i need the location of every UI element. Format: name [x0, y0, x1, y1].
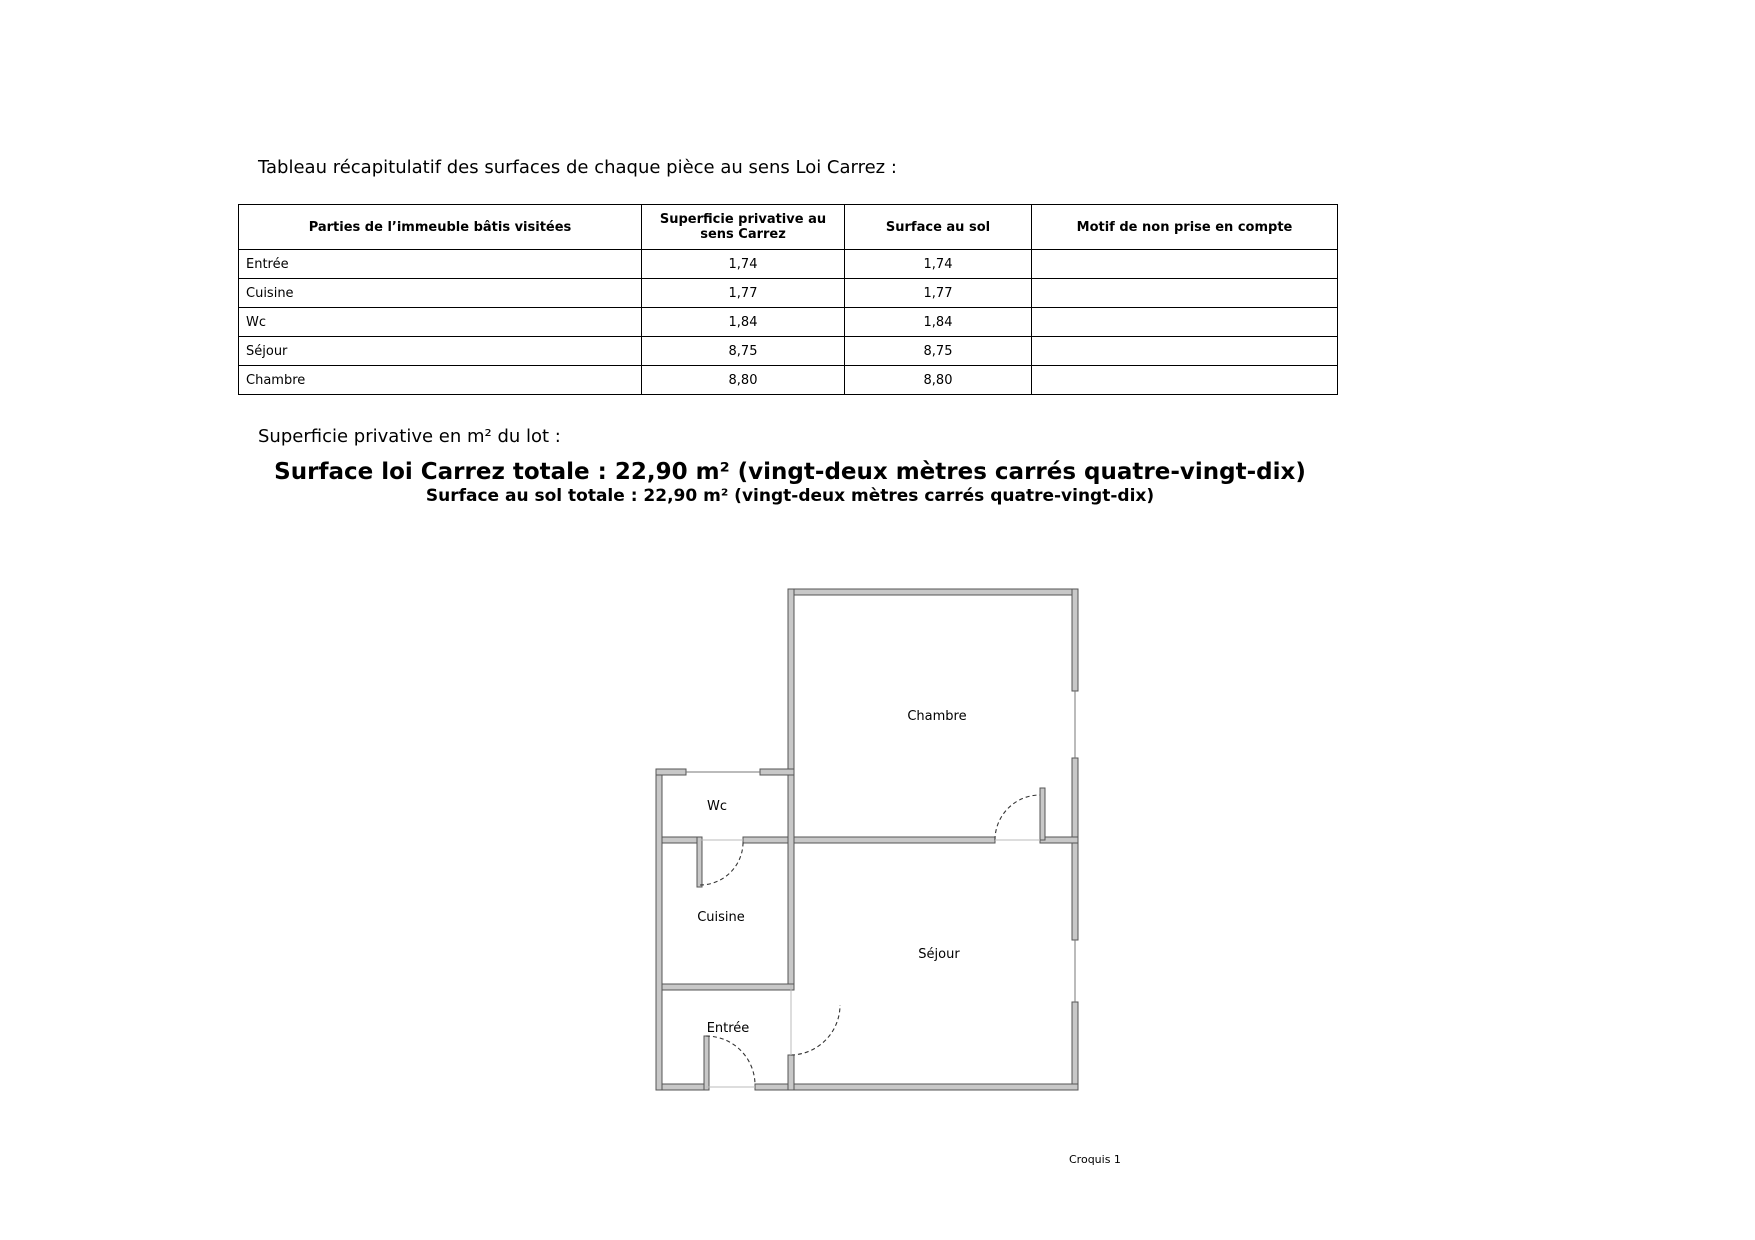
sketch-caption: Croquis 1 [1069, 1153, 1121, 1166]
total-carrez: Surface loi Carrez totale : 22,90 m² (vingt-deux mètres carrés quatre-vingt-dix) [274, 459, 1306, 485]
total-sol: Surface au sol totale : 22,90 m² (vingt-deux mètres carrés quatre-vingt-dix) [425, 486, 1155, 506]
row-sol: 8,80 [845, 366, 1032, 395]
row-sol: 8,75 [845, 337, 1032, 366]
row-carrez: 1,74 [642, 250, 845, 279]
row-carrez: 1,84 [642, 308, 845, 337]
row-piece: Entrée [239, 250, 642, 279]
row-sol: 1,84 [845, 308, 1032, 337]
room-label-cuisine: Cuisine [697, 910, 745, 925]
row-sol: 1,74 [845, 250, 1032, 279]
header-superficie-carrez: Superficie privative au sens Carrez [642, 205, 845, 250]
row-sol: 1,77 [845, 279, 1032, 308]
superficie-subtitle: Superficie privative en m² du lot : [258, 426, 561, 447]
plan-windows [686, 691, 1075, 1002]
room-label-wc: Wc [706, 799, 728, 814]
header-motif: Motif de non prise en compte [1032, 205, 1338, 250]
row-carrez: 8,80 [642, 366, 845, 395]
header-surface-sol: Surface au sol [845, 205, 1032, 250]
plan-door-thresholds [700, 840, 1040, 1087]
room-label-sejour: Séjour [918, 947, 960, 962]
room-label-entree: Entrée [706, 1021, 750, 1036]
header-parties: Parties de l’immeuble bâtis visitées [239, 205, 642, 250]
room-label-chambre: Chambre [907, 709, 967, 724]
row-piece: Séjour [239, 337, 642, 366]
row-piece: Cuisine [239, 279, 642, 308]
row-piece: Wc [239, 308, 642, 337]
row-carrez: 1,77 [642, 279, 845, 308]
row-carrez: 8,75 [642, 337, 845, 366]
table-intro: Tableau récapitulatif des surfaces de chaque pièce au sens Loi Carrez : [258, 157, 897, 178]
row-piece: Chambre [239, 366, 642, 395]
